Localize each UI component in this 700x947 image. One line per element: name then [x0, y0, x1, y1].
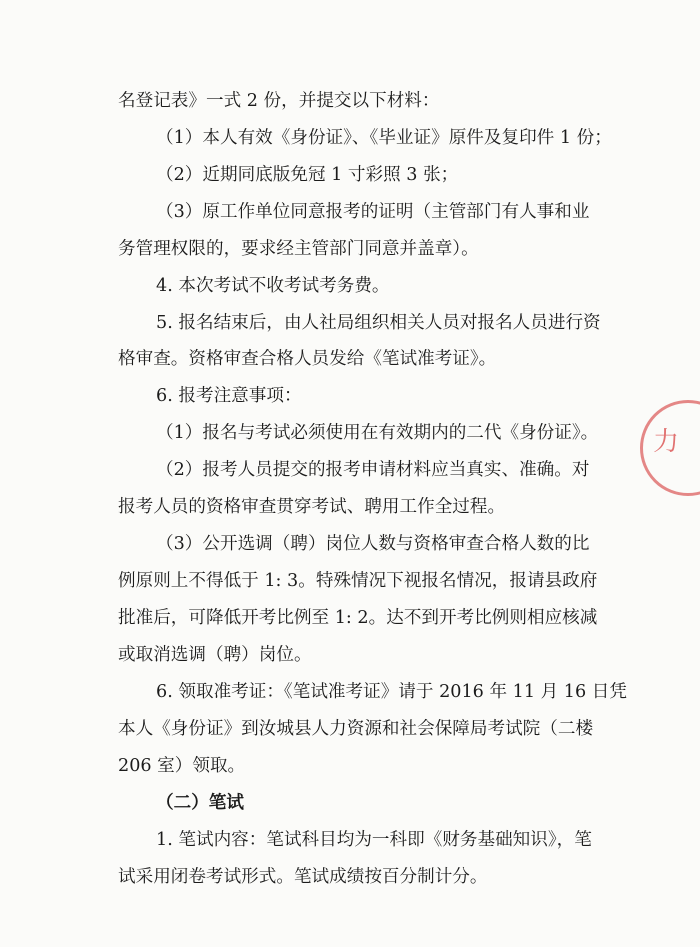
text-line: （2）报考人员提交的报考申请材料应当真实、准确。对	[156, 460, 590, 480]
section-heading: （二）笔试	[156, 792, 244, 813]
text-line: 批准后，可降低开考比例至 1: 2。达不到开考比例则相应核减	[118, 608, 598, 628]
text-line: 本人《身份证》到汝城县人力资源和社会保障局考试院（二楼	[118, 719, 594, 739]
text-line: 6. 报考注意事项：	[156, 386, 302, 406]
text-line: （3）公开选调（聘）岗位人数与资格审查合格人数的比	[156, 534, 590, 554]
text-line: 5. 报名结束后，由人社局组织相关人员对报名人员进行资	[156, 313, 601, 333]
text-line: 报考人员的资格审查贯穿考试、聘用工作全过程。	[118, 497, 506, 517]
text-line: 名登记表》一式 2 份，并提交以下材料：	[118, 91, 440, 111]
text-line: 例原则上不得低于 1: 3。特殊情况下视报名情况，报请县政府	[118, 571, 598, 591]
text-line: （3）原工作单位同意报考的证明（主管部门有人事和业	[156, 202, 590, 222]
text-line: 试采用闭卷考试形式。笔试成绩按百分制计分。	[118, 867, 488, 887]
text-line: （1）报名与考试必须使用在有效期内的二代《身份证》。	[156, 423, 599, 443]
text-line: 4. 本次考试不收考试考务费。	[156, 276, 390, 296]
red-seal-stamp	[640, 400, 700, 496]
stamp-text: 力	[653, 427, 680, 457]
text-line: 或取消选调（聘）岗位。	[118, 645, 312, 665]
text-line: 1. 笔试内容：笔试科目均为一科即《财务基础知识》，笔	[156, 830, 592, 850]
text-line: 务管理权限的，要求经主管部门同意并盖章）。	[118, 239, 479, 259]
text-line: 6. 领取准考证：《笔试准考证》请于 2016 年 11 月 16 日凭	[156, 682, 627, 702]
text-line: （1）本人有效《身份证》、《毕业证》原件及复印件 1 份；	[156, 128, 612, 148]
text-line: 格审查。资格审查合格人员发给《笔试准考证》。	[118, 349, 497, 369]
text-line: （2）近期同底版免冠 1 寸彩照 3 张；	[156, 165, 459, 185]
text-line: 206 室）领取。	[118, 756, 246, 776]
